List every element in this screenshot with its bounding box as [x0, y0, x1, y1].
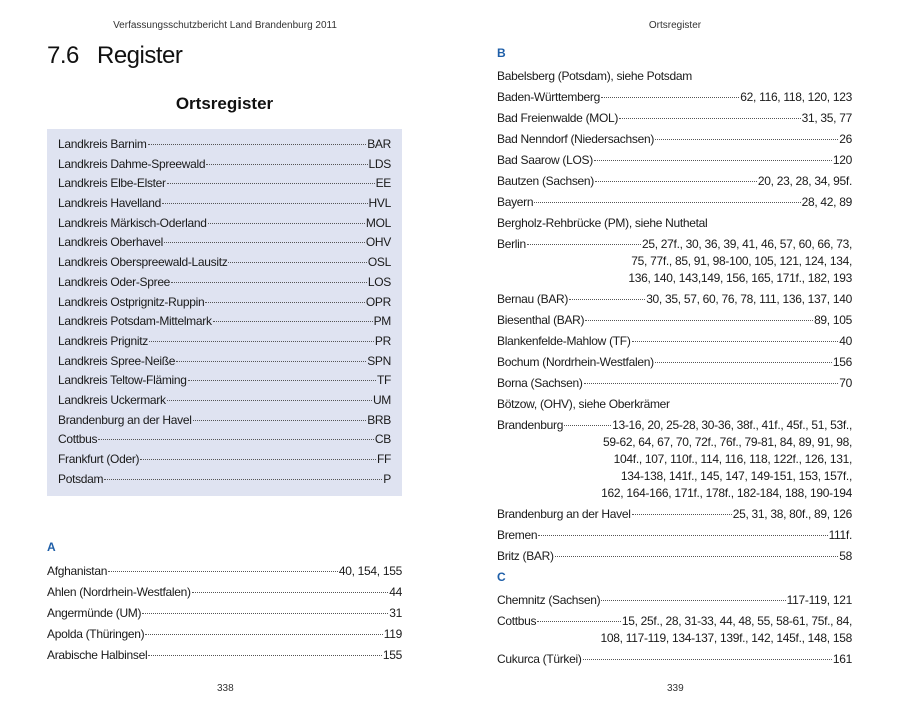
leader-dots	[171, 282, 367, 283]
entry-pages: UM	[372, 392, 391, 407]
index-entry	[497, 89, 852, 106]
entry-name: Landkreis Barnim	[58, 137, 147, 151]
entry-pages: 28, 42, 89	[801, 195, 852, 209]
entry-name: Bremen	[497, 528, 538, 542]
district-row	[58, 293, 391, 313]
letter-heading-b: B	[497, 46, 506, 60]
leader-dots	[584, 383, 839, 384]
entry-name: Landkreis Teltow-Fläming	[58, 373, 187, 388]
district-row	[58, 312, 391, 332]
section-title: Register	[97, 42, 183, 69]
entry-name: Cukurca (Türkei)	[497, 652, 582, 666]
running-head-right: Ortsregister	[648, 20, 702, 31]
entry-pages: 31, 35, 77	[801, 111, 852, 125]
leader-dots	[205, 302, 365, 303]
index-entry	[497, 131, 852, 148]
index-entry	[497, 215, 852, 232]
entry-name: Berlin	[497, 237, 526, 251]
index-entry	[497, 354, 852, 371]
entry-row	[47, 647, 402, 664]
index-entry	[497, 194, 852, 211]
district-row	[58, 430, 391, 450]
entry-name: Landkreis Spree-Neiße	[58, 353, 176, 368]
entry-pages: EE	[375, 176, 391, 191]
index-entry-berlin	[497, 236, 852, 287]
index-entry	[497, 548, 852, 565]
entry-name: Bad Saarow (LOS)	[497, 153, 593, 167]
section-heading	[47, 42, 182, 70]
entry-pages-continued: 134-138, 141f., 145, 147, 149-151, 153, 157f.,	[620, 469, 852, 483]
entry-pages: OSL	[367, 255, 391, 270]
leader-dots	[208, 223, 365, 224]
index-entry-cottbus	[497, 613, 852, 647]
entry-name: Afghanistan	[47, 564, 108, 578]
leader-dots	[149, 341, 374, 342]
entry-pages: FF	[376, 452, 391, 466]
district-row	[58, 155, 391, 175]
entry-pages: PM	[373, 314, 391, 329]
entry-name: Landkreis Ostprignitz-Ruppin	[58, 294, 205, 309]
entry-pages-continued: 108, 117-119, 134-137, 139f., 142, 145f., 148, 158	[600, 631, 852, 645]
entry-pages: 120	[832, 153, 852, 167]
index-entry	[497, 333, 852, 350]
leader-dots	[162, 203, 368, 204]
entry-name: Bochum (Nordrhein-Westfalen)	[497, 355, 654, 369]
district-abbreviation-box	[47, 129, 402, 496]
page-number-left: 338	[217, 683, 234, 694]
district-row	[58, 391, 391, 411]
entry-pages: 13-16, 20, 25-28, 30-36, 38f., 41f., 45f., 51, 53f.,	[612, 418, 852, 432]
leader-dots	[555, 556, 839, 557]
letter-heading-a: A	[47, 540, 56, 554]
leader-dots	[193, 420, 367, 421]
index-entry	[47, 563, 402, 580]
index-entry	[497, 68, 852, 85]
leader-dots	[569, 299, 645, 300]
entry-pages: CB	[374, 432, 391, 447]
entry-name: Arabische Halbinsel	[47, 648, 148, 662]
leader-dots	[213, 321, 373, 322]
leader-dots	[527, 244, 641, 245]
entry-name: Landkreis Elbe-Elster	[58, 176, 166, 191]
leader-dots	[176, 361, 366, 362]
leader-dots	[145, 634, 382, 635]
entry-pages-continued: 104f., 107, 110f., 114, 116, 118, 122f., 126, 131,	[613, 452, 852, 466]
leader-dots	[206, 164, 367, 165]
entry-name: Bayern	[497, 195, 534, 209]
entry-pages: SPN	[367, 353, 391, 368]
index-entry	[497, 291, 852, 308]
index-entry	[497, 527, 852, 544]
entry-pages: BRB	[367, 412, 391, 427]
entry-pages: BAR	[367, 137, 391, 151]
index-section-a	[47, 563, 402, 668]
district-row	[58, 470, 391, 490]
entry-pages: 62, 116, 118, 120, 123	[740, 90, 852, 104]
entry-pages: 25, 31, 38, 80f., 89, 126	[732, 507, 852, 521]
leader-dots	[655, 139, 838, 140]
leader-dots	[534, 202, 800, 203]
entry-name: Ahlen (Nordrhein-Westfalen)	[47, 585, 191, 599]
entry-name: Bad Nenndorf (Niedersachsen)	[497, 132, 655, 146]
entry-pages: LOS	[367, 274, 391, 289]
page-number-right: 339	[667, 683, 684, 694]
entry-pages: 40	[839, 334, 852, 348]
leader-dots	[164, 242, 365, 243]
district-row	[58, 135, 391, 155]
leader-dots	[655, 362, 832, 363]
entry-pages: 70	[839, 376, 852, 390]
entry-name: Brandenburg	[497, 418, 564, 432]
entry-name: Britz (BAR)	[497, 549, 554, 563]
district-row	[58, 371, 391, 391]
entry-name: Biesenthal (BAR)	[497, 313, 585, 327]
ortsregister-subheading: Ortsregister	[175, 94, 274, 113]
leader-dots	[538, 535, 827, 536]
entry-pages-continued: 59-62, 64, 67, 70, 72f., 76f., 79-81, 84, 89, 91, 98,	[603, 435, 852, 449]
entry-name: Landkreis Potsdam-Mittelmark	[58, 314, 212, 329]
entry-name: Apolda (Thüringen)	[47, 627, 145, 641]
entry-row	[47, 584, 402, 601]
entry-pages: 161	[832, 652, 852, 666]
entry-name: Brandenburg an der Havel	[58, 412, 192, 427]
district-row	[58, 214, 391, 234]
entry-pages: LDS	[368, 156, 391, 171]
leader-dots	[632, 341, 839, 342]
district-row	[58, 194, 391, 214]
entry-name: Bernau (BAR)	[497, 292, 569, 306]
entry-text: Babelsberg (Potsdam), siehe Potsdam	[497, 69, 692, 83]
leader-dots	[140, 459, 376, 460]
entry-name: Angermünde (UM)	[47, 606, 142, 620]
entry-pages-continued: 75, 77f., 85, 91, 98-100, 105, 121, 124, 134,	[631, 254, 852, 268]
district-row	[58, 233, 391, 253]
index-section-c	[497, 592, 852, 672]
leader-dots	[594, 160, 832, 161]
entry-pages: 40, 154, 155	[338, 564, 402, 578]
entry-name: Landkreis Prignitz	[58, 333, 148, 348]
entry-pages: P	[383, 471, 391, 486]
leader-dots	[188, 380, 376, 381]
entry-row	[47, 605, 402, 622]
leader-dots	[601, 97, 739, 98]
entry-pages: 58	[839, 549, 852, 563]
district-row	[58, 411, 391, 431]
leader-dots	[167, 400, 372, 401]
entry-pages: TF	[376, 373, 391, 388]
entry-name: Bautzen (Sachsen)	[497, 174, 594, 188]
entry-pages: 20, 23, 28, 34, 95f.	[757, 174, 852, 188]
entry-pages: 156	[832, 355, 852, 369]
index-entry	[497, 396, 852, 413]
index-entry	[497, 312, 852, 329]
leader-dots	[619, 118, 801, 119]
entry-row	[47, 626, 402, 643]
index-entry	[497, 173, 852, 190]
right-page	[450, 0, 900, 712]
entry-pages: HVL	[368, 196, 391, 211]
entry-pages: 119	[383, 627, 402, 641]
leader-dots	[192, 592, 389, 593]
entry-pages: 30, 35, 57, 60, 76, 78, 111, 136, 137, 140	[646, 292, 852, 306]
leader-dots	[228, 262, 366, 263]
leader-dots	[167, 183, 375, 184]
entry-name: Cottbus	[58, 432, 98, 447]
entry-name: Landkreis Oberhavel	[58, 235, 164, 250]
entry-pages-continued: 136, 140, 143,149, 156, 165, 171f., 182, 193	[628, 271, 852, 285]
index-section-b	[497, 68, 852, 569]
index-entry-brandenburg	[497, 417, 852, 502]
leader-dots	[98, 439, 374, 440]
entry-pages: PR	[374, 333, 391, 348]
entry-name: Landkreis Oder-Spree	[58, 274, 171, 289]
entry-pages: 155	[382, 648, 402, 662]
running-head-left: Verfassungsschutzbericht Land Brandenburg 2011	[113, 20, 337, 31]
index-entry	[47, 584, 402, 601]
leader-dots	[564, 425, 611, 426]
district-row	[58, 273, 391, 293]
district-row	[58, 450, 391, 470]
index-entry	[47, 605, 402, 622]
district-row	[58, 352, 391, 372]
index-entry	[47, 626, 402, 643]
entry-name: Landkreis Märkisch-Oderland	[58, 215, 207, 230]
leader-dots	[537, 621, 621, 622]
leader-dots	[148, 655, 382, 656]
entry-pages: 15, 25f., 28, 31-33, 44, 48, 55, 58-61, 75f., 84,	[621, 614, 852, 628]
entry-pages: 89, 105	[814, 313, 852, 327]
entry-text: Bötzow, (OHV), siehe Oberkrämer	[497, 397, 670, 411]
letter-heading-c: C	[497, 570, 506, 584]
entry-name: Cottbus	[497, 614, 537, 628]
entry-name: Borna (Sachsen)	[497, 376, 583, 390]
entry-name: Landkreis Oberspreewald-Lausitz	[58, 255, 228, 270]
entry-name: Frankfurt (Oder)	[58, 452, 140, 466]
leader-dots	[632, 514, 732, 515]
entry-pages: 25, 27f., 30, 36, 39, 41, 46, 57, 60, 66, 73,	[641, 237, 852, 251]
index-entry	[497, 592, 852, 609]
entry-name: Bad Freienwalde (MOL)	[497, 111, 619, 125]
entry-name: Landkreis Havelland	[58, 196, 162, 211]
entry-pages: MOL	[365, 215, 391, 230]
index-entry	[497, 651, 852, 668]
leader-dots	[583, 659, 832, 660]
entry-pages: 26	[839, 132, 852, 146]
district-row	[58, 332, 391, 352]
entry-pages: 117-119, 121	[786, 593, 852, 607]
index-entry	[497, 506, 852, 523]
entry-row	[47, 563, 402, 580]
entry-name: Potsdam	[58, 471, 104, 486]
leader-dots	[104, 479, 382, 480]
leader-dots	[142, 613, 388, 614]
leader-dots	[585, 320, 813, 321]
leader-dots	[148, 144, 367, 145]
entry-pages: 111f.	[828, 528, 852, 542]
district-row	[58, 174, 391, 194]
index-entry	[497, 375, 852, 392]
entry-name: Chemnitz (Sachsen)	[497, 593, 601, 607]
index-entry	[497, 152, 852, 169]
entry-name: Landkreis Dahme-Spreewald	[58, 156, 206, 171]
leader-dots	[108, 571, 338, 572]
entry-pages: OPR	[365, 294, 391, 309]
entry-name: Blankenfelde-Mahlow (TF)	[497, 334, 631, 348]
leader-dots	[601, 600, 785, 601]
entry-pages: 31	[389, 606, 402, 620]
entry-name: Landkreis Uckermark	[58, 392, 166, 407]
district-row	[58, 253, 391, 273]
entry-text: Bergholz-Rehbrücke (PM), siehe Nuthetal	[497, 216, 708, 230]
entry-pages: OHV	[365, 235, 391, 250]
entry-pages-continued: 162, 164-166, 171f., 178f., 182-184, 188, 190-194	[601, 486, 852, 500]
leader-dots	[595, 181, 757, 182]
entry-name: Baden-Württemberg	[497, 90, 600, 104]
section-number: 7.6	[47, 42, 79, 69]
entry-name: Brandenburg an der Havel	[497, 507, 631, 521]
index-entry	[497, 110, 852, 127]
index-entry	[47, 647, 402, 664]
entry-pages: 44	[389, 585, 402, 599]
